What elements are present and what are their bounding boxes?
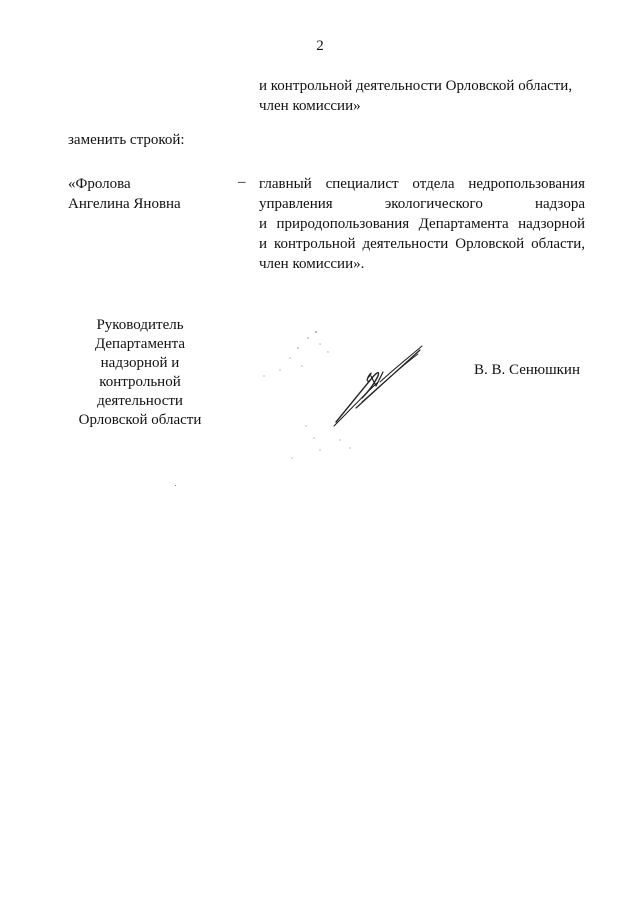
signer-title-line: Департамента	[94, 336, 186, 352]
signer-title-line: надзорной и	[100, 355, 180, 371]
position-line: и природопользования Департамента надзорной	[259, 216, 585, 232]
signer-name: В. В. Сенюшкин	[474, 362, 580, 378]
signer-title	[60, 316, 220, 430]
handwritten-signature	[250, 320, 440, 470]
person-name-line: «Фролова	[68, 176, 131, 192]
continuation-line: и контрольной деятельности Орловской области,	[259, 78, 573, 94]
continuation-line: член комиссии»	[259, 98, 361, 114]
position-description	[259, 174, 585, 274]
signer-title-line: контрольной	[99, 374, 181, 390]
continuation-text	[259, 76, 572, 116]
person-name-line: Ангелина Яновна	[68, 196, 181, 212]
person-name	[68, 174, 181, 214]
position-line: член комиссии».	[259, 256, 365, 272]
position-line: главный специалист отдела недропользования	[259, 176, 585, 192]
entry-dash: –	[238, 174, 246, 190]
position-line: управления экологического надзора	[259, 196, 585, 212]
signer-title-line: Руководитель	[96, 317, 184, 333]
page-number: 2	[316, 38, 324, 54]
scan-speck	[175, 485, 176, 486]
replace-label: заменить строкой:	[68, 132, 185, 148]
signer-title-line: Орловской области	[78, 412, 202, 428]
signer-title-line: деятельности	[97, 393, 183, 409]
position-line: и контрольной деятельности Орловской области,	[259, 236, 585, 252]
